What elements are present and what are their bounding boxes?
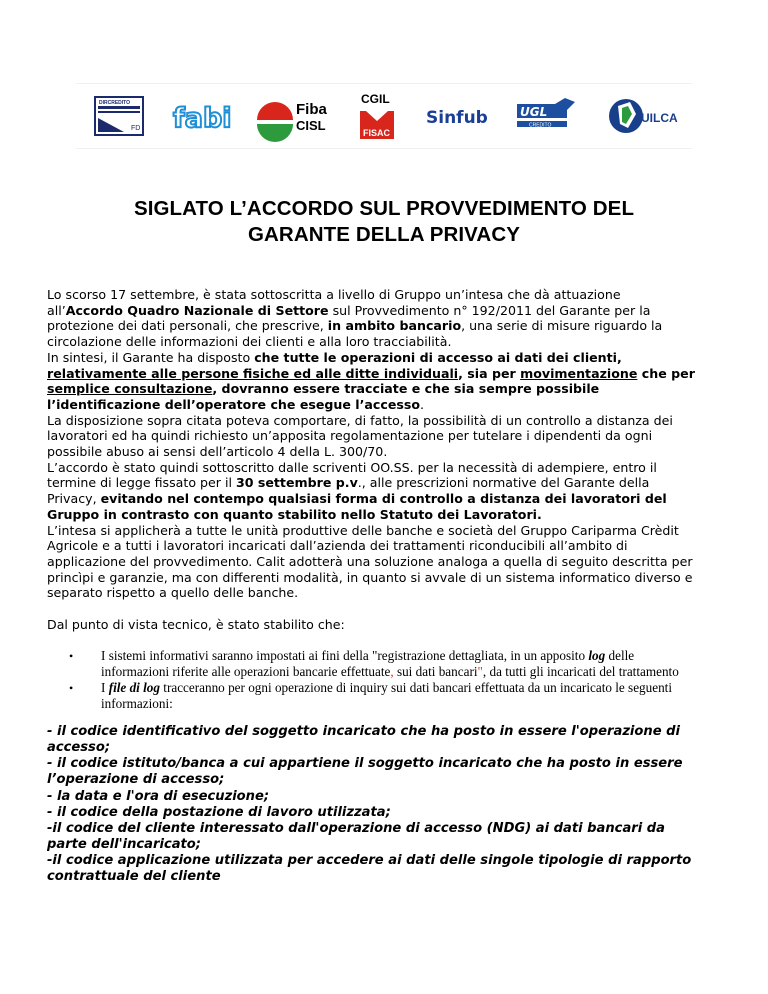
text-run: L’accordo è stato quindi sottoscritto dalle scriventi OO.SS. per la necessità di adempiere, entro il termine di legge fissato per il: [47, 459, 657, 491]
bold-run: evitando nel contempo qualsiasi forma di controllo a distanza dei lavoratori del Gruppo in contrasto con quanto stabilito nello Statuto dei Lavoratori.: [47, 491, 667, 522]
log-field-item: -il codice applicazione utilizzata per accedere ai dati delle singole tipologie di rapporto contrattuale del cliente: [47, 852, 692, 884]
red-quote: ": [477, 664, 483, 680]
bold-run: che tutte le operazioni di accesso ai dati dei clienti,: [254, 349, 622, 365]
text-run: , da tutti gli incaricati del trattamento: [482, 664, 679, 680]
article-body: [47, 287, 697, 885]
spacer: [47, 601, 697, 617]
dircredito-logo: [94, 91, 144, 141]
log-field-item: - il codice della postazione di lavoro utilizzata;: [47, 804, 391, 820]
ugl-logo: [515, 91, 579, 141]
spacer: [47, 632, 697, 648]
bold-run: , sia per: [458, 365, 521, 381]
sinfub-logo: [425, 91, 489, 141]
bold-run: 30 settembre p.v: [235, 475, 358, 491]
title-line-1: SIGLATO L’ACCORDO SUL PROVVEDIMENTO DEL: [133, 197, 635, 220]
bold-run: Accordo Quadro Nazionale di Settore: [65, 302, 329, 318]
cgil-text: CGIL: [360, 92, 390, 106]
technical-bullet-list: [47, 648, 697, 712]
text-run: Lo scorso 17 settembre, è stata sottoscritta a livello di Gruppo un’intesa che dà attuazione all’: [47, 287, 621, 318]
dircredito-text: DIRCREDITO: [99, 100, 131, 106]
uilca-text: UILCA: [640, 111, 678, 125]
bold-run: , dovranno essere tracciate e che sia sempre possibile l’identificazione dell’operatore che esegue l’accesso: [47, 381, 600, 412]
text-run: delle informazioni riferite alle operazioni bancarie effettuate: [101, 648, 635, 680]
fiba-cisl-logo: [253, 91, 331, 141]
text-run: I sistemi informativi saranno impostati ai fini della "registrazione dettagliata, in un apposito: [101, 648, 589, 664]
bold-run: che per: [637, 365, 695, 381]
text-run: sui dati bancari: [393, 664, 478, 680]
log-field-item: - il codice istituto/banca a cui appartiene il soggetto incaricato che ha posto in essere l’operazione di accesso;: [47, 756, 683, 788]
bold-run: in ambito bancario: [327, 318, 462, 334]
dircredito-sub-text: FD: [131, 125, 141, 132]
text-run: , una serie di misure riguardo la circolazione delle informazioni dei clienti e alla loro tracciabilità.: [47, 318, 663, 350]
log-fields-list: [47, 724, 697, 885]
text-run: In sintesi, il Garante ha disposto: [47, 349, 255, 365]
spacer: [47, 712, 697, 724]
cisl-text: CISL: [296, 118, 326, 133]
list-item: [47, 680, 697, 712]
log-field-item: - la data e l'ora di esecuzione;: [47, 788, 270, 804]
bold-italic-run: file di log: [108, 680, 160, 696]
ugl-text: UGL: [520, 105, 548, 119]
bold-underlined-run: relativamente alle persone fisiche ed alle ditte individuali: [47, 365, 459, 381]
fabi-logo: [171, 91, 232, 141]
paragraph-regulation: La disposizione sopra citata poteva comportare, di fatto, la possibilità di un controllo a distanza dei lavoratori ed ha quindi richiesto un’apposita regolamentazione per tutelare i dipendenti da ogni possibile abuso ai sensi dell’articolo 4 della L. 300/70.: [47, 412, 673, 460]
title-line-2: GARANTE DELLA PRIVACY: [247, 223, 521, 246]
fiba-text: Fiba: [296, 101, 328, 118]
bold-italic-run: log: [588, 648, 606, 664]
paragraph-scope: L’intesa si applicherà a tutte le unità produttive delle banche e società del Gruppo Cariparma Crèdit Agricole e a tutti i lavoratori incaricati dall’azienda dei trattamenti riconducibili all’ambito di applicazione del provvedimento. Calit adotterà una soluzione analoga a quella di seguito descritta per princìpi e garanzie, ma con differenti modalità, in quanto si avvale di un sistema informatico diverso e separato rispetto a quello delle banche.: [47, 522, 693, 601]
text-run: sul Provvedimento n° 192/2011 del Garante per la protezione dei dati personali, che prescrive,: [47, 302, 651, 334]
text-run: .: [420, 396, 425, 412]
union-logos-strip: [76, 83, 692, 149]
log-field-item: - il codice identificativo del soggetto incaricato che ha posto in essere l'operazione di accesso;: [47, 724, 681, 756]
paragraph-intro: [47, 287, 697, 350]
sinfub-text: Sinfub: [425, 108, 488, 128]
bold-underlined-run: semplice consultazione: [47, 381, 213, 397]
paragraph-agreement: [47, 460, 697, 523]
paragraph-summary: [47, 350, 697, 413]
red-comma: ,: [390, 664, 394, 680]
fisac-text: FISAC: [362, 128, 390, 138]
paragraph-technical: Dal punto di vista tecnico, è stato stabilito che:: [47, 616, 345, 632]
uilca-logo: [606, 91, 678, 141]
page-title: [60, 196, 708, 248]
bold-underlined-run: movimentazione: [520, 365, 638, 381]
cgil-fisac-logo: [358, 91, 398, 141]
list-item: [47, 648, 697, 680]
log-field-item: -il codice del cliente interessato dall'operazione di accesso (NDG) ai dati bancari da parte dell'incaricato;: [47, 820, 665, 852]
ugl-sub-text: CREDITO: [529, 122, 552, 129]
text-run: I: [101, 680, 109, 696]
text-run: tracceranno per ogni operazione di inquiry sui dati bancari effettuata da un incaricato le seguenti informazioni:: [101, 680, 673, 712]
text-run: ., alle prescrizioni normative del Garante della Privacy,: [47, 475, 650, 507]
fabi-text: fabi: [172, 103, 232, 134]
